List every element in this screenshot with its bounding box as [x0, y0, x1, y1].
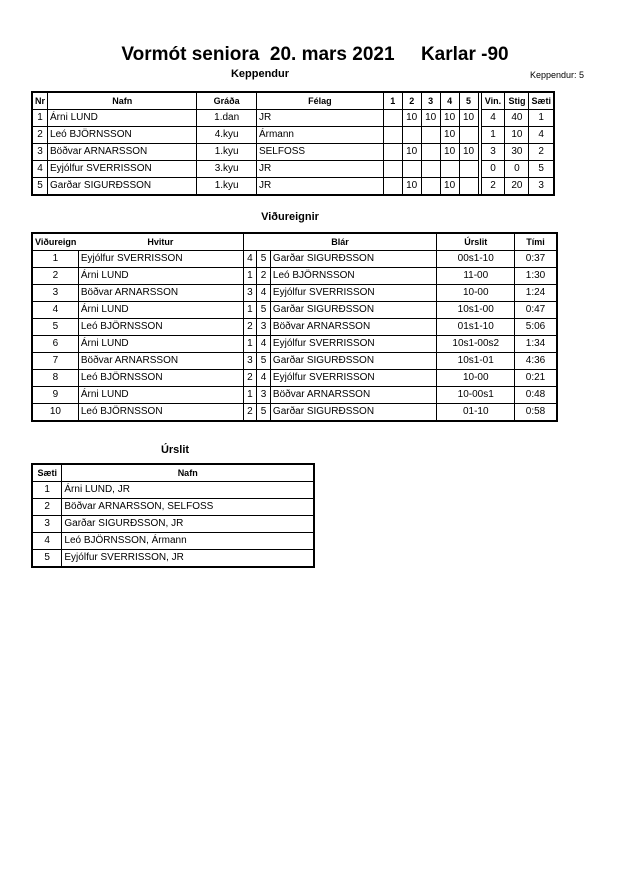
cell-bn: 3 [257, 319, 271, 336]
table-row [32, 285, 557, 302]
cell-n: 3 [32, 285, 78, 302]
cell-blar: Leó BJÖRNSSON [270, 268, 437, 285]
col-header-urslit: Úrslit [437, 233, 515, 251]
cell-timi: 1:34 [515, 336, 557, 353]
cell-blar: Eyjólfur SVERRISSON [270, 336, 437, 353]
cell-stig: 30 [505, 144, 529, 161]
cell-stig: 40 [505, 110, 529, 127]
cell-nr: 1 [32, 110, 48, 127]
cell-hn: 2 [243, 404, 257, 422]
cell-timi: 1:30 [515, 268, 557, 285]
col-header-hvitur: Hvitur [78, 233, 243, 251]
table-row [32, 370, 557, 387]
cell-r2: 10 [402, 110, 421, 127]
cell-n: 7 [32, 353, 78, 370]
table-row [32, 550, 314, 568]
col-header-vidureign: Viðureign [32, 233, 78, 251]
cell-r3: 10 [421, 110, 440, 127]
cell-hvitur: Árni LUND [78, 302, 243, 319]
cell-stig: 10 [505, 127, 529, 144]
cell-n: 8 [32, 370, 78, 387]
cell-r3 [421, 161, 440, 178]
cell-blar: Garðar SIGURÐSSON [270, 302, 437, 319]
cell-r2: 10 [402, 178, 421, 196]
cell-bn: 4 [257, 370, 271, 387]
cell-nafn: Eyjólfur SVERRISSON, JR [62, 550, 314, 568]
cell-r5 [459, 161, 478, 178]
cell-r3 [421, 178, 440, 196]
cell-hn: 1 [243, 387, 257, 404]
cell-nr: 4 [32, 161, 48, 178]
cell-felag: JR [256, 110, 383, 127]
cell-urslit: 10s1-01 [437, 353, 515, 370]
cell-urslit: 11-00 [437, 268, 515, 285]
cell-n: 4 [32, 302, 78, 319]
cell-felag: SELFOSS [256, 144, 383, 161]
col-header-vin: Vin. [481, 92, 505, 110]
cell-bn: 5 [257, 251, 271, 268]
cell-r3 [421, 144, 440, 161]
urslit-table [31, 463, 315, 568]
cell-saeti: 3 [32, 516, 62, 533]
cell-stig: 0 [505, 161, 529, 178]
cell-r1 [383, 110, 402, 127]
cell-n: 5 [32, 319, 78, 336]
table-row [32, 319, 557, 336]
table-row [32, 499, 314, 516]
cell-bn: 5 [257, 404, 271, 422]
table-row [32, 353, 557, 370]
cell-nafn: Leó BJÖRNSSON [48, 127, 197, 144]
cell-r5 [459, 127, 478, 144]
cell-hn: 3 [243, 285, 257, 302]
col-header-stig: Stig [505, 92, 529, 110]
cell-grada: 1.kyu [197, 144, 257, 161]
cell-timi: 0:48 [515, 387, 557, 404]
col-header-nafn: Nafn [48, 92, 197, 110]
cell-bn: 5 [257, 353, 271, 370]
cell-nr: 3 [32, 144, 48, 161]
cell-hvitur: Árni LUND [78, 387, 243, 404]
cell-timi: 1:24 [515, 285, 557, 302]
col-header-nr: Nr [32, 92, 48, 110]
cell-grada: 1.dan [197, 110, 257, 127]
col-header-grada: Gráða [197, 92, 257, 110]
cell-n: 9 [32, 387, 78, 404]
cell-nr: 2 [32, 127, 48, 144]
cell-hn: 2 [243, 370, 257, 387]
cell-r1 [383, 161, 402, 178]
keppendur-count: Keppendur: 5 [530, 70, 585, 80]
cell-blar: Böðvar ARNARSSON [270, 319, 437, 336]
cell-urslit: 00s1-10 [437, 251, 515, 268]
cell-nafn: Böðvar ARNARSSON, SELFOSS [62, 499, 314, 516]
cell-urslit: 10-00 [437, 285, 515, 302]
col-header-blar: Blár [243, 233, 437, 251]
cell-grada: 1.kyu [197, 178, 257, 196]
table-row [32, 482, 314, 499]
cell-nafn: Garðar SIGURÐSSON [48, 178, 197, 196]
table-row [32, 404, 557, 422]
cell-n: 10 [32, 404, 78, 422]
cell-vin: 1 [481, 127, 505, 144]
urslit-heading: Úrslit [160, 444, 190, 456]
table-row [32, 302, 557, 319]
cell-r1 [383, 127, 402, 144]
table-row [32, 127, 554, 144]
cell-bn: 2 [257, 268, 271, 285]
cell-nr: 5 [32, 178, 48, 196]
cell-saeti: 2 [32, 499, 62, 516]
cell-timi: 0:37 [515, 251, 557, 268]
cell-nafn: Leó BJÖRNSSON, Ármann [62, 533, 314, 550]
table-row [32, 336, 557, 353]
cell-timi: 0:47 [515, 302, 557, 319]
cell-saeti: 4 [529, 127, 554, 144]
cell-hn: 4 [243, 251, 257, 268]
cell-bn: 4 [257, 336, 271, 353]
col-header-timi: Tími [515, 233, 557, 251]
cell-timi: 5:06 [515, 319, 557, 336]
keppendur-table [31, 91, 555, 196]
cell-vin: 3 [481, 144, 505, 161]
cell-hvitur: Árni LUND [78, 268, 243, 285]
cell-urslit: 10s1-00s2 [437, 336, 515, 353]
col-header-round-1: 1 [383, 92, 402, 110]
cell-r4: 10 [440, 127, 459, 144]
cell-r4: 10 [440, 110, 459, 127]
cell-n: 6 [32, 336, 78, 353]
cell-saeti: 1 [32, 482, 62, 499]
cell-grada: 3.kyu [197, 161, 257, 178]
cell-hn: 2 [243, 319, 257, 336]
cell-r4: 10 [440, 178, 459, 196]
table-row [32, 161, 554, 178]
cell-n: 2 [32, 268, 78, 285]
cell-felag: JR [256, 178, 383, 196]
col-header-round-3: 3 [421, 92, 440, 110]
cell-vin: 0 [481, 161, 505, 178]
cell-blar: Eyjólfur SVERRISSON [270, 285, 437, 302]
cell-r4: 10 [440, 144, 459, 161]
col-header-felag: Félag [256, 92, 383, 110]
page-title: Vormót seniora 20. mars 2021 Karlar -90 [121, 44, 509, 65]
cell-blar: Garðar SIGURÐSSON [270, 251, 437, 268]
table-row [32, 144, 554, 161]
table-row [32, 533, 314, 550]
cell-hvitur: Eyjólfur SVERRISSON [78, 251, 243, 268]
cell-vin: 4 [481, 110, 505, 127]
cell-urslit: 10-00 [437, 370, 515, 387]
cell-urslit: 01s1-10 [437, 319, 515, 336]
col-header-nafn: Nafn [62, 464, 314, 482]
cell-saeti: 5 [32, 550, 62, 568]
cell-urslit: 10s1-00 [437, 302, 515, 319]
cell-hn: 1 [243, 268, 257, 285]
cell-blar: Garðar SIGURÐSSON [270, 404, 437, 422]
col-header-round-2: 2 [402, 92, 421, 110]
table-row [32, 268, 557, 285]
table-row [32, 387, 557, 404]
cell-timi: 0:21 [515, 370, 557, 387]
cell-felag: Ármann [256, 127, 383, 144]
cell-stig: 20 [505, 178, 529, 196]
vidureignir-heading: Viðureignir [261, 211, 319, 223]
cell-urslit: 10-00s1 [437, 387, 515, 404]
cell-r2 [402, 161, 421, 178]
col-header-round-5: 5 [459, 92, 478, 110]
table-row [32, 110, 554, 127]
cell-blar: Garðar SIGURÐSSON [270, 353, 437, 370]
cell-r5: 10 [459, 144, 478, 161]
vidureignir-table [31, 232, 558, 422]
cell-grada: 4.kyu [197, 127, 257, 144]
keppendur-heading: Keppendur [230, 68, 290, 80]
cell-nafn: Árni LUND [48, 110, 197, 127]
cell-bn: 3 [257, 387, 271, 404]
cell-nafn: Böðvar ARNARSSON [48, 144, 197, 161]
cell-timi: 4:36 [515, 353, 557, 370]
cell-nafn: Árni LUND, JR [62, 482, 314, 499]
cell-hn: 1 [243, 302, 257, 319]
cell-vin: 2 [481, 178, 505, 196]
cell-r3 [421, 127, 440, 144]
cell-blar: Eyjólfur SVERRISSON [270, 370, 437, 387]
cell-hvitur: Böðvar ARNARSSON [78, 353, 243, 370]
cell-r2 [402, 127, 421, 144]
cell-nafn: Eyjólfur SVERRISSON [48, 161, 197, 178]
cell-nafn: Garðar SIGURÐSSON, JR [62, 516, 314, 533]
col-header-saeti: Sæti [529, 92, 554, 110]
col-header-saeti: Sæti [32, 464, 62, 482]
cell-saeti: 4 [32, 533, 62, 550]
cell-saeti: 5 [529, 161, 554, 178]
col-header-round-4: 4 [440, 92, 459, 110]
cell-hvitur: Böðvar ARNARSSON [78, 285, 243, 302]
cell-n: 1 [32, 251, 78, 268]
cell-r1 [383, 144, 402, 161]
cell-hvitur: Leó BJÖRNSSON [78, 319, 243, 336]
cell-urslit: 01-10 [437, 404, 515, 422]
cell-r4 [440, 161, 459, 178]
cell-hn: 3 [243, 353, 257, 370]
cell-felag: JR [256, 161, 383, 178]
cell-hvitur: Leó BJÖRNSSON [78, 404, 243, 422]
cell-r1 [383, 178, 402, 196]
cell-r2: 10 [402, 144, 421, 161]
table-row [32, 516, 314, 533]
table-row [32, 251, 557, 268]
cell-r5: 10 [459, 110, 478, 127]
table-row [32, 178, 554, 196]
cell-hvitur: Árni LUND [78, 336, 243, 353]
cell-hvitur: Leó BJÖRNSSON [78, 370, 243, 387]
cell-r5 [459, 178, 478, 196]
cell-bn: 5 [257, 302, 271, 319]
cell-timi: 0:58 [515, 404, 557, 422]
cell-saeti: 2 [529, 144, 554, 161]
cell-bn: 4 [257, 285, 271, 302]
cell-blar: Böðvar ARNARSSON [270, 387, 437, 404]
cell-hn: 1 [243, 336, 257, 353]
cell-saeti: 1 [529, 110, 554, 127]
cell-saeti: 3 [529, 178, 554, 196]
